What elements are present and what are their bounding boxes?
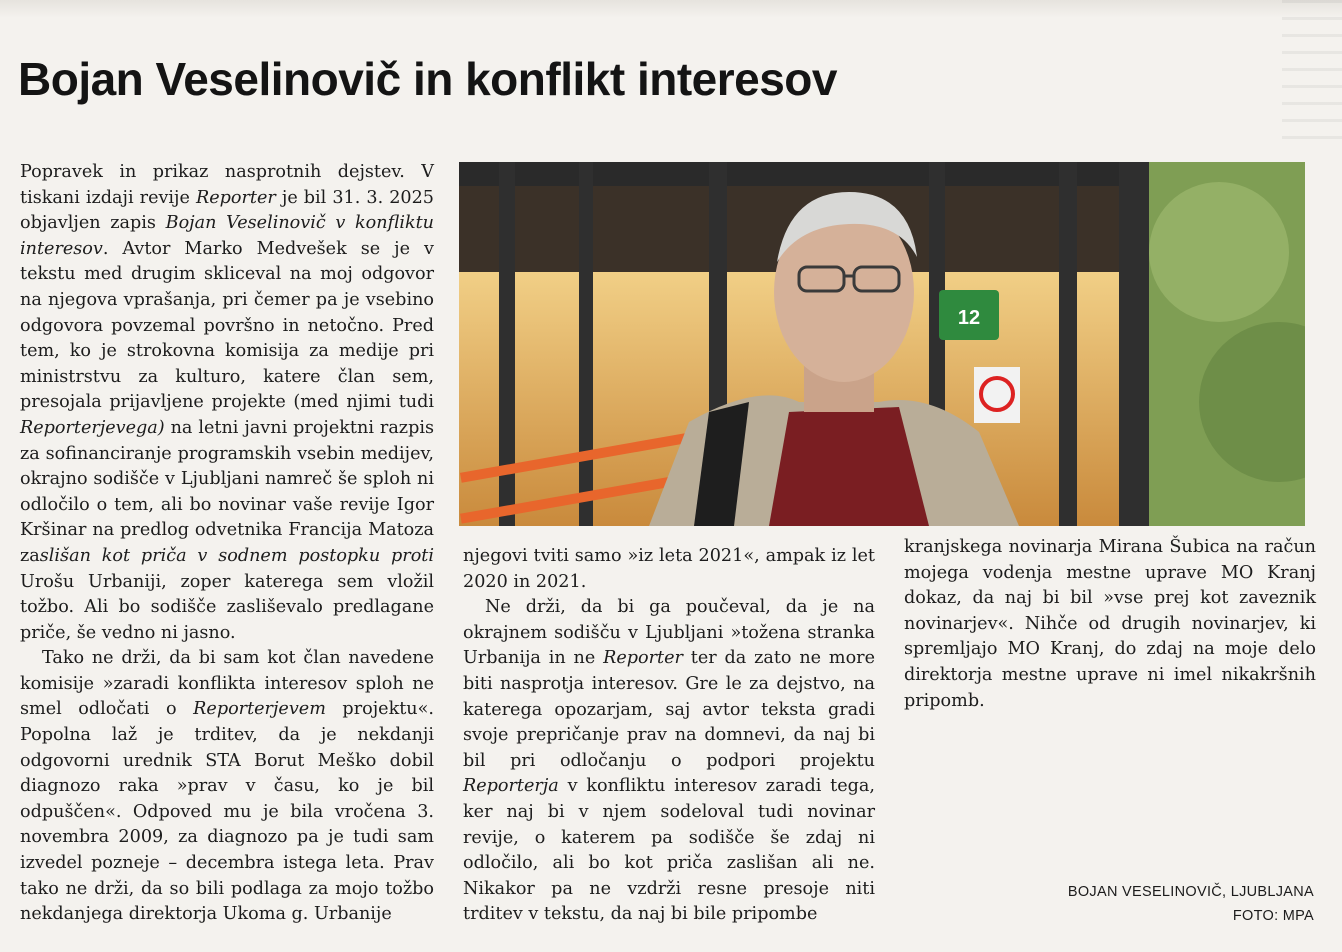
text-run: Tako ne drži, da bi sam kot član navedene komisije »zaradi konflikta interesov sploh ne smel odločati o <box>20 648 434 720</box>
paragraph-continuation <box>904 535 1316 714</box>
article-headline: Bojan Veselinovič in konflikt interesov <box>18 53 837 105</box>
text-run: Reporter <box>603 648 683 669</box>
door-frame <box>1119 162 1149 526</box>
column-2 <box>463 544 875 928</box>
paragraph-3 <box>463 595 875 928</box>
foliage <box>1149 182 1289 322</box>
text-run: Reporterja <box>463 776 559 797</box>
text-run: je bil 31. 3. 2025 objavljen zapis <box>20 187 434 234</box>
column-3 <box>904 535 1316 714</box>
door-frame <box>1059 162 1077 526</box>
photo-credit: FOTO: MPA <box>1232 908 1314 924</box>
text-run: Ne drži, da bi ga poučeval, da je na okrajnem sodišču v Ljubljani »tožena stranka Urbanija in ne <box>463 597 875 669</box>
text-run: ter da zato ne more biti nasprotja interesov. Gre le za dejstvo, na katerega opozarjam, saj avtor teksta gradi svoje prepričanje prav na domnevi, da naj bi bil pri odločanju o podpori projektu <box>463 648 875 771</box>
text-run: projektu«. Popolna laž je trditev, da je nekdanji odgovorni urednik STA Borut Meško dobil diagnozo raka »prav v času, ko je bil odpuščen«. Odpoved mu je bila vročena 3. novembra 2009, za diagnozo pa je tudi sam izvedel pozneje – decembra istega leta. Prav tako ne drži, da so bili podlaga za mojo tožbo nekdanjega direktorja Ukoma g. Urbanije <box>20 699 434 925</box>
text-run: Reporterjevega) <box>20 417 165 438</box>
column-1 <box>20 160 434 928</box>
adjacent-article-bleed <box>1282 0 1342 140</box>
sign-number: 12 <box>957 307 981 329</box>
text-run: kranjskega novinarja Mirana Šubica na račun mojega vodenja mestne uprave MO Kranj dokaz, da naj bi bil »vse prej kot zaveznik novinarjev«. Nihče od drugih novinarjev, ki spremljajo MO Kranj, do zdaj na moje delo direktorja mestne uprave ni imel nikakršnih pripomb. <box>904 537 1316 711</box>
door-frame <box>579 162 593 526</box>
paragraph-2 <box>20 646 434 928</box>
text-run: Urošu Urbaniji, zoper katerega sem vložil tožbo. Ali bo sodišče zasliševalo predlagane priče, še vedno ni jasno. <box>20 571 434 643</box>
text-run: Bojan Veselinovič v konfliktu interesov <box>20 213 435 259</box>
paragraph-1 <box>20 160 434 646</box>
text-run: v konfliktu interesov zaradi tega, ker naj bi v njem sodeloval tudi novinar revije, o katerem pa sodišče še zdaj ni odločilo, ali bo kot priča zaslišan ali ne. Nikakor pa ne vzdrži resne presoje niti trditev v tekstu, da naj bi bile pripombe <box>463 776 875 925</box>
article-signature <box>1068 880 1314 928</box>
text-run: njegovi tviti samo »iz leta 2021«, ampak iz let 2020 in 2021. <box>463 546 875 592</box>
canopy-beam <box>459 162 1159 186</box>
text-run: Reporter <box>195 187 276 208</box>
author-byline: BOJAN VESELINOVIČ, LJUBLJANA <box>1067 884 1314 900</box>
text-run: . Avtor Marko Medvešek se je v tekstu med drugim skliceval na moj odgovor na njegova vprašanja, pri čemer pa je vsebino odgovora povzemal površno in netočno. Pred tem, ko je strokovna komisija za medije pri ministrstvu za kulturo, katere član sem, presojala prijavljene projekte (med njimi tudi <box>20 238 434 413</box>
text-run: slišan kot priča v sodnem postopku proti <box>39 545 434 566</box>
photo-illustration <box>459 162 1305 526</box>
text-run: Popravek in prikaz nasprotnih dejstev. V tiskani izdaji revije <box>20 162 434 208</box>
text-run: Reporterjevem <box>193 699 326 720</box>
page-edge <box>0 0 1342 18</box>
paragraph-continuation <box>463 544 875 595</box>
article-photo <box>459 162 1305 526</box>
text-run: na letni javni projektni razpis za sofinanciranje programskih vsebin medijev, okrajno sodišče v Ljubljani namreč še sploh ni odločilo o tem, ali bo novinar vaše revije Igor Kršinar na predlog odvetnika Francija Matoza za <box>20 417 434 566</box>
